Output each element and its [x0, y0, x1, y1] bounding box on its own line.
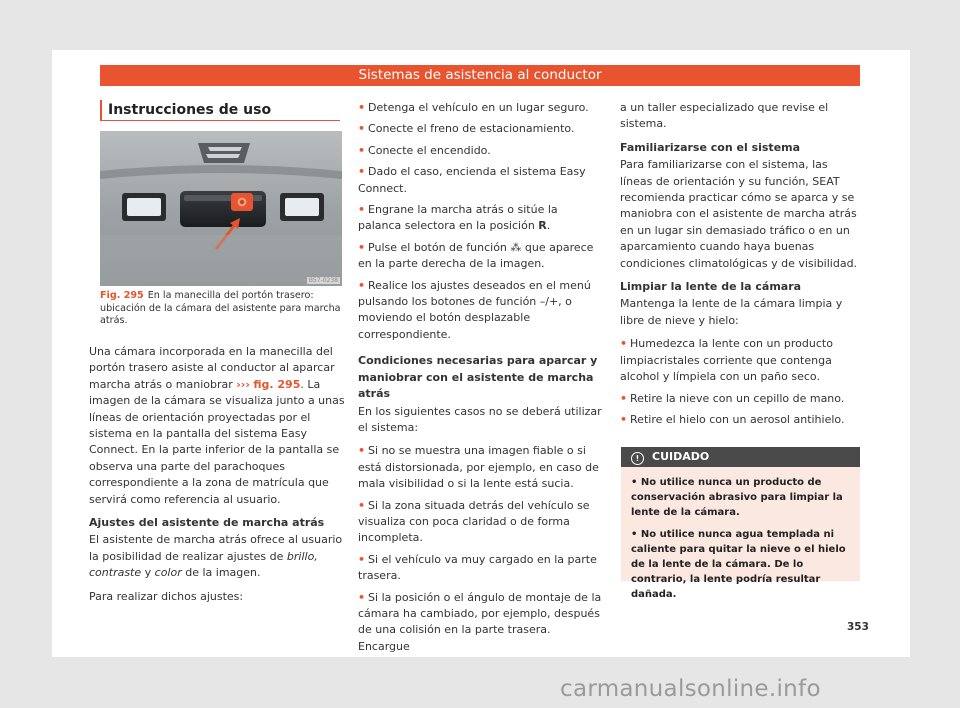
bullet-icon: •: [620, 337, 628, 351]
settings-em-color: color: [154, 566, 182, 580]
bullet-icon: •: [358, 165, 366, 179]
clean-lens-paragraph: Mantenga la lente de la cámara limpia y libre de nieve y hielo:: [620, 297, 843, 327]
list-item: [358, 590, 602, 656]
list-item-text: Conecte el encendido.: [368, 143, 491, 157]
camera-icon: [231, 193, 253, 211]
list-item: [358, 164, 602, 197]
list-item: [358, 100, 602, 116]
bullet-icon: •: [631, 477, 638, 488]
gear-position-r: R: [538, 219, 547, 233]
list-item: [358, 552, 602, 585]
settings-text: El asistente de marcha atrás ofrece al usuario la posibilidad de realizar ajustes de: [89, 533, 343, 563]
section-title-rule: [100, 120, 340, 121]
caution-box: [621, 447, 860, 601]
column-right: [620, 100, 860, 433]
continued-text: a un taller especializado que revise el sistema.: [620, 101, 829, 131]
bullet-icon: •: [631, 528, 638, 540]
settings-text-end: de la imagen.: [185, 566, 261, 580]
list-item-text-cont: que aparece en la parte derecha de la imagen.: [358, 240, 594, 271]
caution-title: CUIDADO: [652, 450, 710, 463]
figure-code: B57-0238: [308, 277, 338, 284]
list-item-text: Dado el caso, encienda el sistema Easy Connect.: [358, 165, 586, 195]
column-left: [89, 344, 351, 612]
list-item: [358, 121, 602, 137]
list-item: [358, 202, 602, 235]
list-item-text: Conecte el freno de estacionamiento.: [368, 122, 575, 136]
column-middle: [358, 100, 602, 660]
bullet-icon: •: [620, 412, 628, 426]
bullet-icon: •: [358, 203, 366, 217]
chapter-header: Sistemas de asistencia al conductor: [100, 65, 860, 86]
caution-header: [621, 447, 860, 467]
caution-item: [631, 475, 850, 521]
settings-and: y: [144, 566, 152, 580]
intro-paragraph: [89, 344, 351, 508]
conditions-intro: En los siguientes casos no se deberá utilizar el sistema:: [358, 404, 602, 434]
figure-caption: [100, 290, 342, 328]
settings-paragraph: [89, 532, 351, 581]
list-item: [358, 278, 602, 344]
list-item: [620, 336, 860, 385]
figure-rear-camera: [100, 131, 342, 286]
list-item-text: Si el vehículo va muy cargado en la parte trasera.: [358, 552, 597, 583]
list-item: [620, 391, 860, 407]
bullet-icon: •: [358, 444, 366, 458]
bullet-icon: •: [358, 498, 366, 512]
list-item-text: Si la posición o el ángulo de montaje de la cámara ha cambiado, por ejemplo, después de una colisión en la parte trasera. Encargue: [358, 590, 602, 653]
intro-text-cont: . La imagen de la cámara se visualiza junto a unas líneas de orientación proyectadas por el sistema en la pantalla del sistema Easy Connect. En la parte inferior de la pantalla se observa una parte del parachoques correspondiente a la zona de matrícula que servirá como referencia al usuario.: [89, 377, 345, 506]
watermark: carmanualsonline.info: [560, 676, 821, 702]
bullet-icon: •: [358, 590, 366, 604]
caution-body: [621, 467, 860, 603]
familiarize-heading: Familiarizarse con el sistema: [620, 140, 801, 154]
figure-caption-text: En la manecilla del portón trasero: ubicación de la cámara del asistente para marcha atrás.: [100, 290, 341, 326]
list-item: [620, 412, 860, 428]
conditions-heading: Condiciones necesarias para aparcar y maniobrar con el asistente de marcha atrás: [358, 354, 598, 401]
list-item-period: .: [546, 219, 551, 233]
bullet-icon: •: [358, 101, 366, 114]
list-item: [358, 498, 602, 547]
caution-item: [631, 527, 850, 603]
warning-icon: !: [631, 452, 644, 465]
list-item: [358, 143, 602, 159]
settings-heading: Ajustes del asistente de marcha atrás: [89, 516, 325, 530]
familiarize-paragraph: Para familiarizarse con el sistema, las líneas de orientación y su función, SEAT recomienda practicar cómo se aparca y se maniobra con el asistente de marcha atrás en un lugar sin demasiado tráfico o en un aparcamiento cuando haya buenas condiciones climatológicas y de visibilidad.: [620, 158, 858, 270]
clean-lens-heading: Limpiar la lente de la cámara: [620, 280, 802, 294]
seat-logo-icon: [198, 143, 250, 163]
intro-text: Una cámara incorporada en la manecilla del portón trasero asiste al conductor al aparcar marcha atrás o maniobrar: [89, 345, 335, 391]
list-item-text: Engrane la marcha atrás o sitúe la palanca selectora en la posición: [358, 203, 558, 233]
fig-ref-link[interactable]: fig. 295: [253, 377, 301, 391]
list-item: [358, 443, 602, 492]
list-item: [358, 240, 602, 273]
page-number: 353: [847, 621, 869, 633]
fig-ref-arrow[interactable]: ›››: [236, 377, 250, 391]
figure-label: Fig. 295: [100, 290, 144, 301]
bullet-icon: •: [358, 240, 366, 254]
list-item-text: Si la zona situada detrás del vehículo se visualiza con poca claridad o de forma incompleta.: [358, 498, 590, 545]
bullet-icon: •: [358, 552, 366, 566]
settings-lead: Para realizar dichos ajustes:: [89, 589, 244, 603]
bullet-icon: •: [358, 122, 366, 136]
list-item-text: Detenga el vehículo en un lugar seguro.: [368, 101, 589, 114]
list-item-text: Humedezca la lente con un producto limpiacristales corriente que contenga alcohol y límpiela con un paño seco.: [620, 337, 833, 384]
bullet-icon: •: [358, 278, 366, 292]
function-button-icon: ⁂: [510, 240, 522, 254]
list-item-text: Retire el hielo con un aerosol antihielo.: [630, 412, 845, 426]
manual-page: [52, 50, 910, 657]
tailgate-handle-image: [100, 131, 342, 286]
caution-item-text: No utilice nunca un producto de conservación abrasivo para limpiar la lente de la cámara.: [631, 477, 843, 519]
bullet-icon: •: [358, 143, 366, 157]
section-title: Instrucciones de uso: [100, 100, 348, 120]
list-item-text: Retire la nieve con un cepillo de mano.: [630, 391, 845, 405]
settings-em-brightness: brillo, contraste: [89, 549, 318, 580]
caution-item-text: No utilice nunca agua templada ni caliente para quitar la nieve o el hielo de la lente de la cámara. De lo contrario, la lente podría resultar dañada.: [631, 528, 846, 601]
list-item-text: Realice los ajustes deseados en el menú pulsando los botones de función –/+, o moviendo el botón desplazable correspondiente.: [358, 278, 591, 341]
list-item-text: Pulse el botón de función: [368, 240, 507, 254]
list-item-text: Si no se muestra una imagen fiable o si está distorsionada, por ejemplo, en caso de mala visibilidad o si la lente está sucia.: [358, 444, 599, 491]
bullet-icon: •: [620, 391, 628, 405]
